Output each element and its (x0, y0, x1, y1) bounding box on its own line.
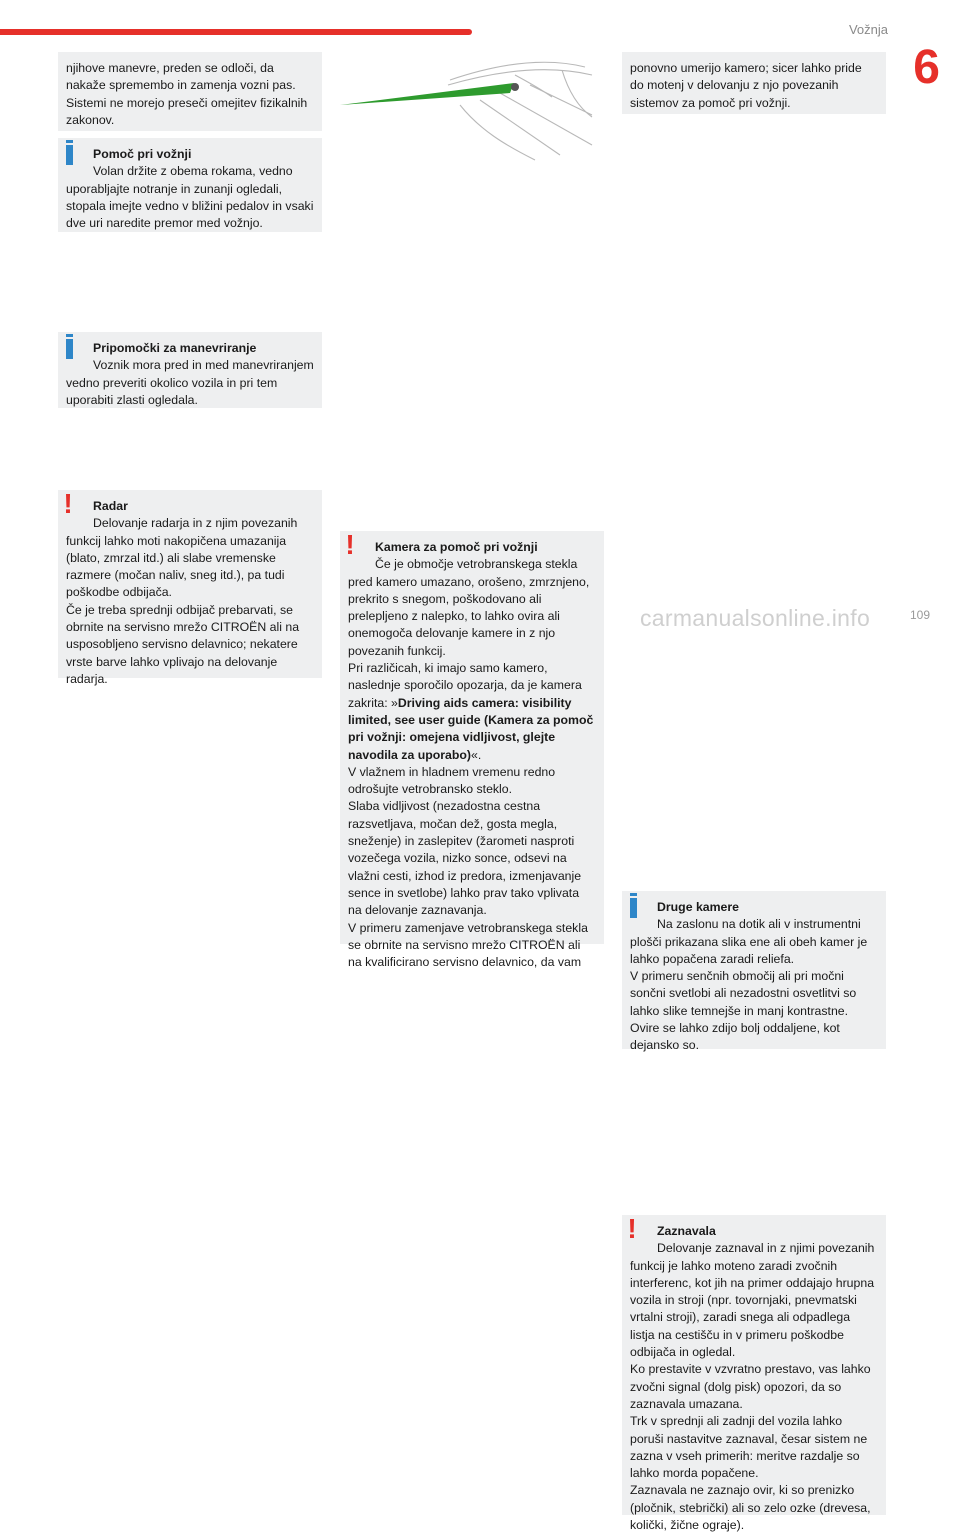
sensors-text-4: Zaznavala ne zaznajo ovir, ki so prenizko (pločnik, stebrički) ali so zelo ozke (drevesa, količki, žične ograje). (630, 1483, 871, 1533)
intro-text-1: njihove manevre, preden se odloči, da nakaže spremembo in zamenja vozni pas. (66, 61, 296, 93)
camera-continuation-text: ponovno umerijo kamero; sicer lahko pride do motenj v delovanju z njo povezanih sistemov za pomoč pri vožnji. (630, 61, 862, 110)
camera-text-3: V vlažnem in hladnem vremenu redno odrošujte vetrobransko steklo. (348, 764, 556, 797)
info-icon (66, 334, 74, 362)
camera-icon (511, 83, 519, 91)
intro-text-2: Sistemi ne morejo preseči omejitev fizikalnih zakonov. (66, 95, 308, 127)
camera-warning (340, 529, 604, 970)
radar-title: Radar (93, 499, 128, 513)
other-cameras-text-2: V primeru senčnih območij ali pri močni sončni svetlobi ali nezadostni osvetlitvi so lahko slike temnejše in manj kontrastne. (630, 969, 857, 1018)
warning-icon: ! (63, 488, 73, 519)
camera-text-4: Slaba vidljivost (nezadostna cestna razsvetljava, močan dež, gosta megla, sneženje) in zaslepitev (žarometi nasproti vozečega vozila, nizko sonce, odsevi na vlažni cesti, izhod iz predora, izmenjavanje sence in svetlobe) lahko prav tako vplivata na delovanje zaznavanja. (348, 799, 582, 918)
radar-text-1: Delovanje radarja in z njim povezanih funkcij lahko moti nakopičena umazanija (blato, zmrzal itd.) ali slabe vremenske razmere (močan naliv, sneg itd.), pa tudi poškodbe odbijača. (66, 516, 298, 600)
camera-text-1: Če je območje vetrobranskega stekla pred kamero umazano, orošeno, zmrznjeno, prekrito s snegom, poškodovano ali prelepljeno z nalepko, to lahko ovira ali onemogoča delovanje kamere in z njo povezanih funkcij. (348, 557, 590, 658)
sensors-text-3: Trk v sprednji ali zadnji del vozila lahko poruši nastavitve zaznaval, česar sistem ne zazna v vseh primerih: meritve razdalje so lahko morda popačene. (630, 1414, 868, 1481)
camera-text-2: Pri različicah, ki imajo samo kamero, naslednje sporočilo opozarja, da je kamera zakrita: »Driving aids camera: visibility limited, see user guide (Kamera za pomoč pri vožnji: omejena vidljivost, glejte navodila za uporabo)«. (348, 661, 594, 762)
sensors-warning (622, 1213, 886, 1533)
intro-box (58, 52, 322, 131)
watermark: carmanualsonline.info (640, 605, 871, 631)
sensors-title: Zaznavala (657, 1224, 716, 1238)
section-title: Vožnja (848, 22, 888, 37)
warning-icon: ! (627, 1213, 637, 1244)
maneuver-aids-text: Voznik mora pred in med manevriranjem vedno preveriti okolico vozila in pri tem uporabiti zlasti ogledala. (66, 358, 314, 407)
radar-warning (58, 488, 322, 686)
windscreen-camera-illustration (330, 45, 600, 165)
other-cameras-text-3: Ovire se lahko zdijo bolj oddaljene, kot dejansko so. (630, 1021, 840, 1053)
sensors-text-1: Delovanje zaznaval in z njimi povezanih funkcij je lahko moteno zaradi zvočnih interferenc, kot jih na primer oddajajo hrupna vozila in stroji (npr. tovornjaki, pnevmatski vrtalni stroji), zaradi snega ali odpadlega listja na cestišču in v primeru poškodbe odbijača in ogledal. (630, 1241, 875, 1360)
page-number: 109 (909, 608, 930, 622)
camera-title: Kamera za pomoč pri vožnji (375, 540, 538, 554)
chapter-number: 6 (913, 41, 940, 94)
radar-text-2: Če je treba sprednji odbijač prebarvati, se obrnite na servisno mrežo CITROËN ali na usposobljeno servisno delavnico; nekatere vrste barve lahko vplivajo na delovanje radarja. (66, 602, 300, 686)
info-icon (630, 893, 638, 921)
driving-help-text: Volan držite z obema rokama, vedno uporabljajte notranje in zunanji ogledali, stopala imejte vedno v bližini pedalov in vsaki dve uri naredite premor med vožnjo. (66, 164, 314, 231)
header-accent-bar (0, 29, 472, 35)
camera-field-of-view (340, 83, 514, 105)
warning-icon: ! (345, 529, 355, 560)
driving-help-note (58, 138, 322, 232)
other-cameras-note (622, 891, 886, 1053)
sensors-text-2: Ko prestavite v vzvratno prestavo, vas lahko zvočni signal (dolg pisk) opozori, da so zaznavala umazana. (630, 1362, 871, 1411)
other-cameras-text-1: Na zaslonu na dotik ali v instrumentni plošči prikazana slika ene ali obeh kamer je lahko popačena zaradi reliefa. (630, 917, 868, 966)
other-cameras-title: Druge kamere (657, 900, 740, 914)
maneuver-aids-note (58, 332, 322, 408)
camera-text-5: V primeru zamenjave vetrobranskega stekla se obrnite na servisno mrežo CITROËN ali na kvalificirano servisno delavnico, da vam (348, 920, 588, 970)
camera-continuation-box (622, 52, 886, 114)
maneuver-aids-title: Pripomočki za manevriranje (93, 341, 257, 355)
info-icon (66, 140, 74, 168)
driving-help-title: Pomoč pri vožnji (93, 147, 192, 161)
